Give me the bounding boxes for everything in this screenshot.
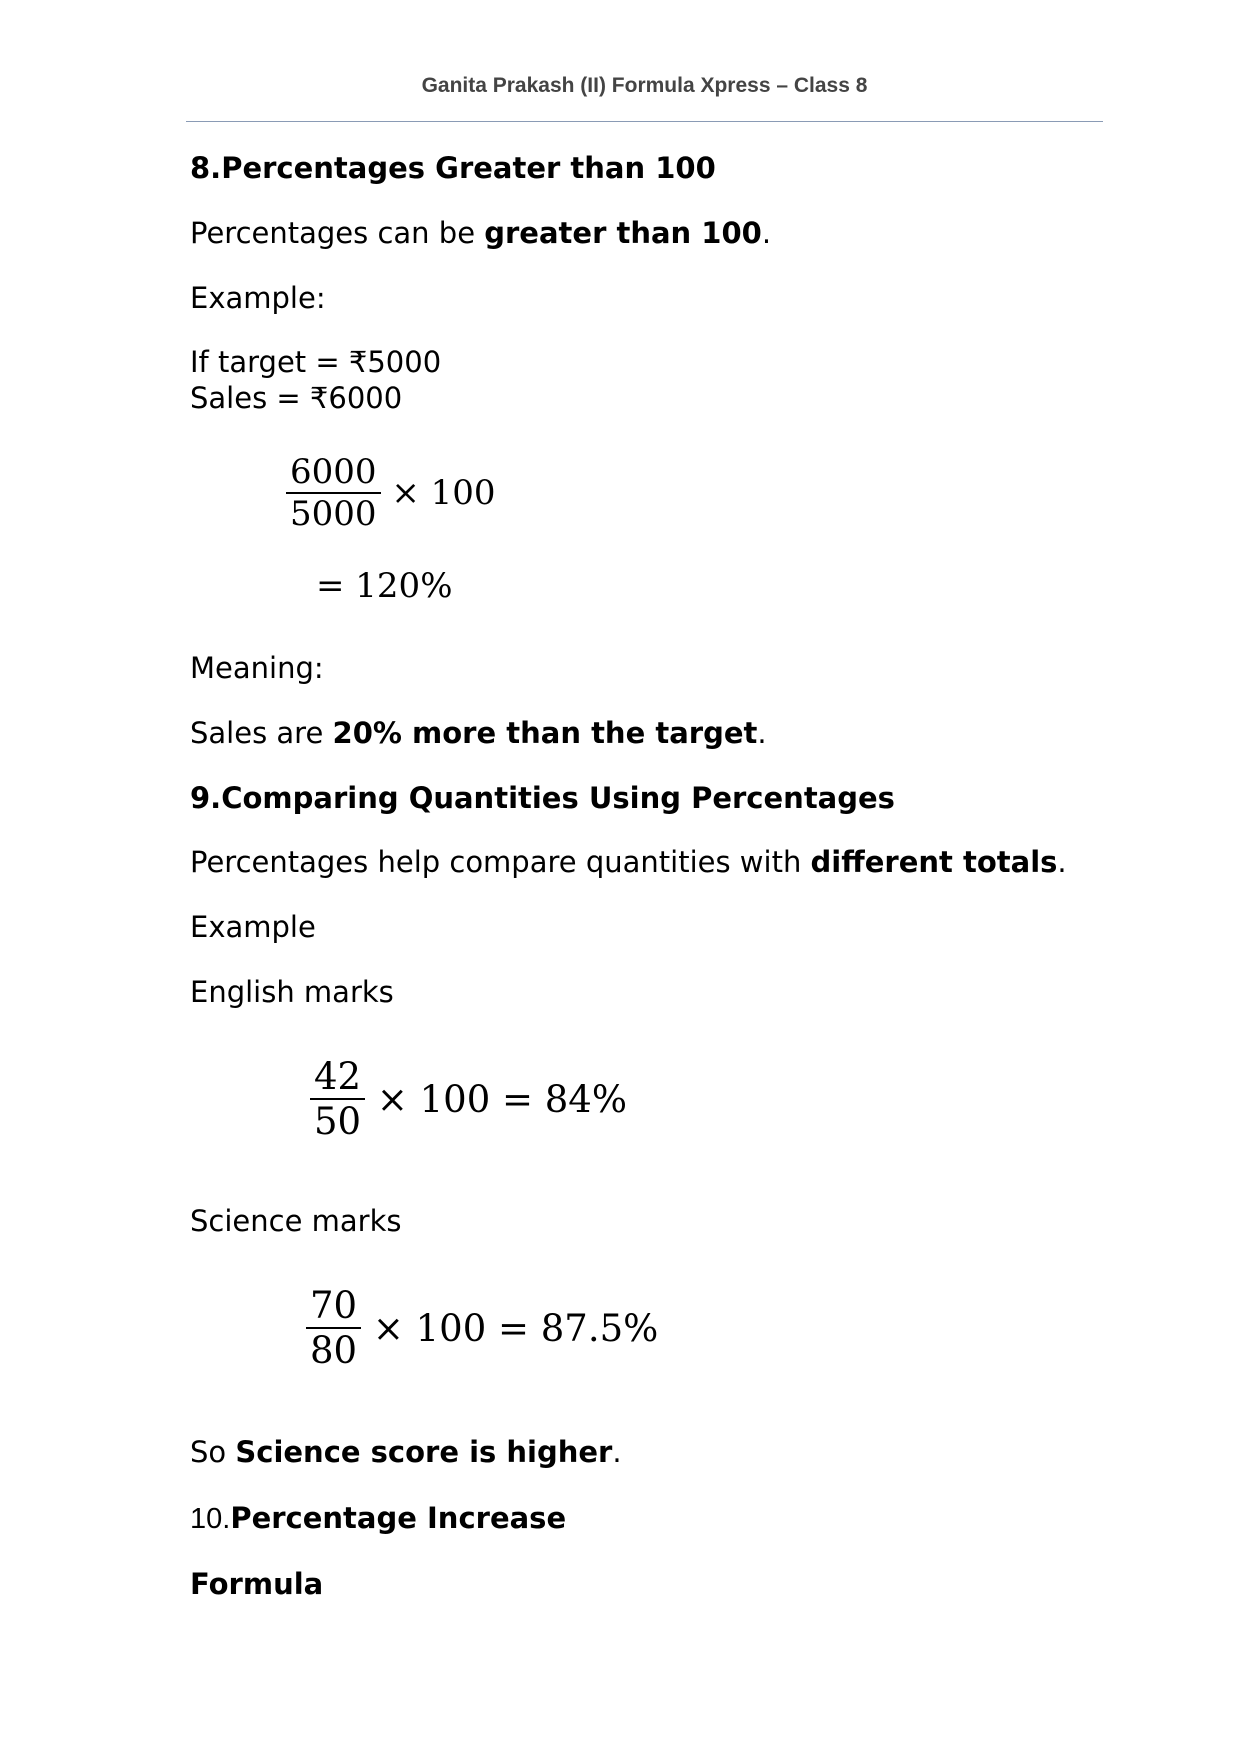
equation-science [306,1284,658,1372]
s10-formula-label: Formula [190,1567,324,1601]
s9-paragraph-1: Percentages help compare quantities with different totals. [190,845,1067,879]
s8-sales-line: Sales = ₹6000 [190,381,403,415]
s8-paragraph-2: Sales are 20% more than the target. [190,716,767,750]
fraction [310,1055,365,1143]
denominator: 5000 [290,494,377,534]
section-8-heading: 8.Percentages Greater than 100 [190,151,716,185]
fraction [306,1284,361,1372]
section-10-heading: 10.Percentage Increase [190,1501,567,1535]
s9-example-label: Example [190,910,316,944]
s9-science-label: Science marks [190,1204,402,1238]
equation-result: = 120% [316,566,453,606]
s9-english-label: English marks [190,975,394,1009]
multiply-term: × 100 [391,473,496,513]
page-header: Ganita Prakash (II) Formula Xpress – Class 8 [421,74,868,97]
numerator: 70 [306,1284,361,1329]
equation-rhs: × 100 = 87.5% [372,1306,659,1350]
equation-rhs: × 100 = 84% [376,1077,628,1121]
numerator: 6000 [286,452,381,494]
denominator: 80 [310,1329,358,1372]
s8-meaning-label: Meaning: [190,651,324,685]
section-9-heading: 9.Comparing Quantities Using Percentages [190,781,895,815]
s8-target-line: If target = ₹5000 [190,345,442,379]
equation-english [310,1055,627,1143]
header-divider [186,121,1103,122]
numerator: 42 [310,1055,365,1100]
fraction [286,452,381,534]
s8-paragraph-1: Percentages can be greater than 100. [190,216,772,250]
equation-sales-ratio [286,452,496,534]
s8-example-label: Example: [190,281,326,315]
s9-conclusion: So Science score is higher. [190,1435,622,1469]
denominator: 50 [314,1100,362,1143]
